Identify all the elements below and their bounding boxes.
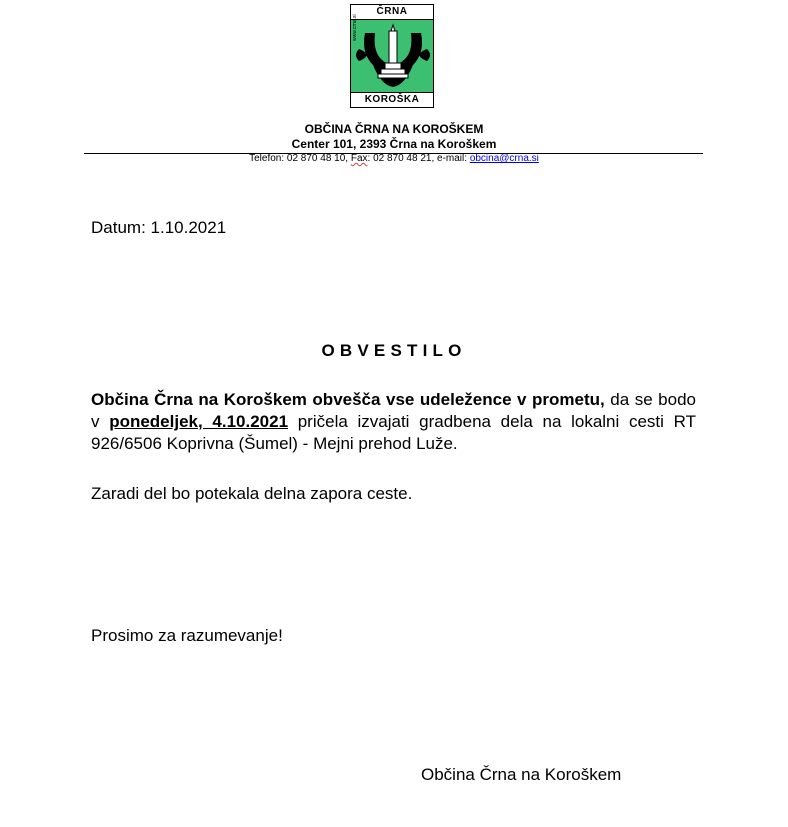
signature: Občina Črna na Koroškem bbox=[421, 765, 622, 784]
thanks-line: Prosimo za razumevanje! bbox=[91, 626, 283, 645]
email-link[interactable]: obcina@crna.si bbox=[469, 153, 539, 164]
contact-fax-email-label: : 02 870 48 21, e-mail: bbox=[367, 153, 470, 164]
logo-top-text: ČRNA bbox=[351, 5, 433, 20]
logo-side-text: www.crna.si bbox=[352, 14, 358, 41]
notice-paragraph bbox=[91, 389, 696, 455]
notice-title: OBVESTILO bbox=[321, 341, 467, 360]
logo-emblem-icon bbox=[351, 19, 434, 95]
closure-notice: Zaradi del bo potekala delna zapora ceste. bbox=[91, 484, 413, 503]
logo-bottom-text: KOROŠKA bbox=[351, 92, 433, 107]
org-address: Center 101, 2393 Črna na Koroškem bbox=[291, 137, 497, 151]
date-line: Datum: 1.10.2021 bbox=[91, 218, 227, 237]
contact-fax-label: Fax bbox=[350, 153, 368, 164]
municipality-logo bbox=[350, 4, 434, 108]
notice-paragraph-date: ponedeljek, 4.10.2021 bbox=[109, 412, 289, 431]
contact-phone: Telefon: 02 870 48 10, bbox=[249, 153, 351, 164]
contact-line bbox=[0, 153, 788, 164]
notice-paragraph-lead: Občina Črna na Koroškem obvešča vse udeležence v prometu, bbox=[91, 390, 605, 409]
notice-paragraph-text: da se bodo v bbox=[91, 390, 696, 431]
notice-paragraph-location: pričela izvajati gradbena dela na lokalni cesti RT 926/6506 Koprivna (Šumel) - Mejni prehod Luže. bbox=[91, 412, 696, 453]
org-name: OBČINA ČRNA NA KOROŠKEM bbox=[304, 122, 484, 136]
